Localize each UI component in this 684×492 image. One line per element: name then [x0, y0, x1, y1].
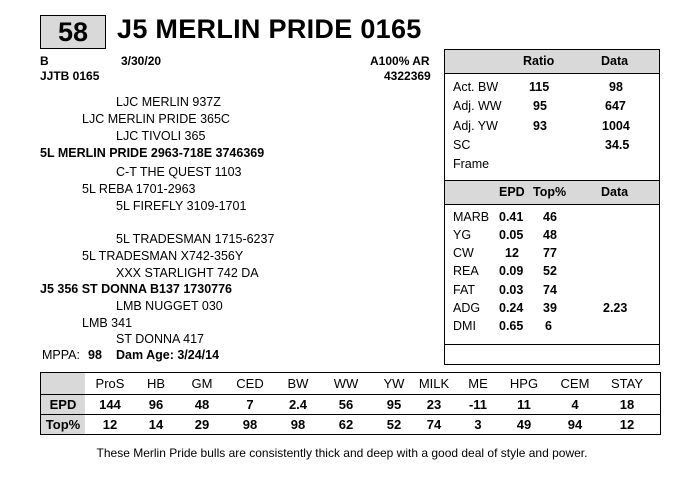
pedigree-sire-dam-sire: C-T THE QUEST 1103	[116, 165, 242, 179]
carcass-row	[445, 228, 659, 246]
epd-value: 144	[99, 397, 121, 412]
epd-col-header: HB	[146, 376, 166, 391]
top-value: 74	[426, 417, 442, 432]
epd-table-header-row	[41, 374, 660, 394]
ratio-row-data: 34.5	[605, 138, 630, 152]
carcass-row	[445, 264, 659, 282]
top-value: 98	[242, 417, 258, 432]
epd-col-header: CEM	[560, 376, 590, 391]
carcass-header-data: Data	[601, 185, 629, 199]
dam-age: Dam Age: 3/24/14	[116, 348, 220, 362]
birth-date: 3/30/20	[121, 54, 162, 68]
carcass-row-top: 6	[545, 319, 552, 333]
epd-col-header: YW	[383, 376, 405, 391]
epd-value: 11	[517, 397, 531, 412]
ratio-row-data: 98	[609, 80, 623, 94]
pedigree-sire-sire-sire: LJC MERLIN 937Z	[116, 95, 221, 109]
mppa-label: MPPA:	[42, 348, 80, 362]
epd-value: 2.4	[288, 397, 308, 412]
pedigree-dam-sire: 5L TRADESMAN X742-356Y	[82, 249, 244, 263]
epd-col-header: GM	[191, 376, 213, 391]
carcass-row-label: YG	[453, 228, 472, 242]
ratio-row-label: Frame	[453, 157, 490, 171]
carcass-row-epd: 0.05	[499, 228, 524, 242]
epd-value: 23	[426, 397, 442, 412]
carcass-row	[445, 210, 659, 228]
pedigree-dam-sire-sire: 5L TRADESMAN 1715-6237	[116, 232, 275, 246]
mppa-value: 98	[88, 348, 102, 362]
performance-panel	[444, 49, 660, 365]
carcass-row-label: ADG	[453, 301, 481, 315]
pedigree-dam-dam: LMB 341	[82, 316, 133, 330]
epd-value: 48	[194, 397, 210, 412]
carcass-row-epd: 0.41	[499, 210, 524, 224]
lot-number: 58	[40, 15, 106, 49]
epd-row-label: EPD	[49, 397, 77, 412]
pedigree-dam-sire-dam: XXX STARLIGHT 742 DA	[116, 266, 259, 280]
ratio-row	[445, 99, 659, 117]
pedigree-sire: 5L MERLIN PRIDE 2963-718E 3746369	[40, 146, 265, 160]
top-value: 94	[567, 417, 583, 432]
epd-value: 18	[619, 397, 635, 412]
carcass-row-epd: 12	[505, 246, 519, 260]
epd-col-header: CED	[236, 376, 264, 391]
top-value: 52	[386, 417, 402, 432]
ratio-row	[445, 138, 659, 156]
carcass-row-top: 48	[543, 228, 557, 242]
top-value: 12	[102, 417, 118, 432]
top-row-label: Top%	[45, 417, 81, 432]
pedigree-sire-dam-dam: 5L FIREFLY 3109-1701	[116, 199, 247, 213]
ratio-row-label: SC	[453, 138, 471, 152]
carcass-row-top: 39	[543, 301, 557, 315]
ratio-row	[445, 119, 659, 137]
epd-col-header: HPG	[509, 376, 539, 391]
tattoo: JJTB 0165	[40, 69, 100, 83]
epd-value: 56	[338, 397, 354, 412]
carcass-row-epd: 0.24	[499, 301, 524, 315]
registration-type: A100% AR	[370, 54, 430, 68]
ratio-row-data: 647	[605, 99, 626, 113]
ratio-row	[445, 80, 659, 98]
carcass-row-top: 52	[543, 264, 557, 278]
epd-table	[40, 372, 661, 435]
carcass-row-label: FAT	[453, 283, 475, 297]
carcass-row-top: 74	[543, 283, 557, 297]
carcass-row-top: 77	[543, 246, 557, 260]
ratio-header-ratio: Ratio	[523, 54, 555, 68]
top-value: 62	[338, 417, 354, 432]
pedigree-dam: J5 356 ST DONNA B137 1730776	[40, 282, 233, 296]
ratio-header	[445, 50, 659, 73]
ratio-row-label: Adj. YW	[453, 119, 498, 133]
ratio-row-ratio: 95	[533, 99, 547, 113]
ratio-row-ratio: 93	[533, 119, 547, 133]
pedigree-dam-dam-dam: ST DONNA 417	[116, 332, 205, 346]
top-value: 98	[290, 417, 306, 432]
epd-value: 7	[246, 397, 254, 412]
registration-number: 4322369	[384, 69, 431, 83]
carcass-row-epd: 0.09	[499, 264, 524, 278]
pedigree-dam-dam-sire: LMB NUGGET 030	[116, 299, 223, 313]
epd-table-epd-row	[41, 395, 660, 415]
carcass-header-top: Top%	[533, 185, 567, 199]
carcass-row-label: CW	[453, 246, 474, 260]
pedigree-sire-sire: LJC MERLIN PRIDE 365C	[82, 112, 230, 126]
epd-value: 95	[386, 397, 402, 412]
carcass-row-epd: 0.03	[499, 283, 524, 297]
epd-table-top-row	[41, 415, 660, 435]
epd-col-header: STAY	[610, 376, 644, 391]
top-value: 49	[516, 417, 532, 432]
carcass-row	[445, 246, 659, 264]
carcass-header	[445, 181, 659, 204]
epd-col-header: ProS	[95, 376, 125, 391]
sex: B	[40, 54, 49, 68]
top-value: 12	[619, 417, 635, 432]
epd-value: -11	[468, 397, 488, 412]
ratio-row-label: Act. BW	[453, 80, 499, 94]
carcass-row-label: MARB	[453, 210, 490, 224]
ratio-header-data: Data	[601, 54, 629, 68]
epd-value: 96	[148, 397, 164, 412]
epd-col-header: BW	[287, 376, 309, 391]
top-value: 29	[194, 417, 210, 432]
carcass-row-data: 2.23	[603, 301, 628, 315]
ratio-row-ratio: 115	[529, 80, 550, 94]
carcass-row-top: 46	[543, 210, 557, 224]
top-value: 14	[148, 417, 164, 432]
ratio-row-label: Adj. WW	[453, 99, 502, 113]
epd-value: 4	[571, 397, 579, 412]
carcass-row-epd: 0.65	[499, 319, 524, 333]
pedigree-sire-sire-dam: LJC TIVOLI 365	[116, 129, 206, 143]
epd-col-header: ME	[468, 376, 488, 391]
top-value: 3	[474, 417, 482, 432]
carcass-row	[445, 301, 659, 319]
carcass-row	[445, 283, 659, 301]
ratio-row-data: 1004	[602, 119, 630, 133]
carcass-row-label: REA	[453, 264, 479, 278]
footer-description: These Merlin Pride bulls are consistently thick and deep with a good deal of style and power.	[96, 446, 588, 460]
pedigree-sire-dam: 5L REBA 1701-2963	[82, 182, 196, 196]
ratio-row	[445, 157, 659, 175]
epd-col-header: WW	[333, 376, 359, 391]
epd-col-header: MILK	[418, 376, 450, 391]
carcass-row	[445, 319, 659, 337]
carcass-header-epd: EPD	[499, 185, 525, 199]
carcass-row-label: DMI	[453, 319, 476, 333]
animal-name: J5 MERLIN PRIDE 0165	[117, 14, 422, 44]
